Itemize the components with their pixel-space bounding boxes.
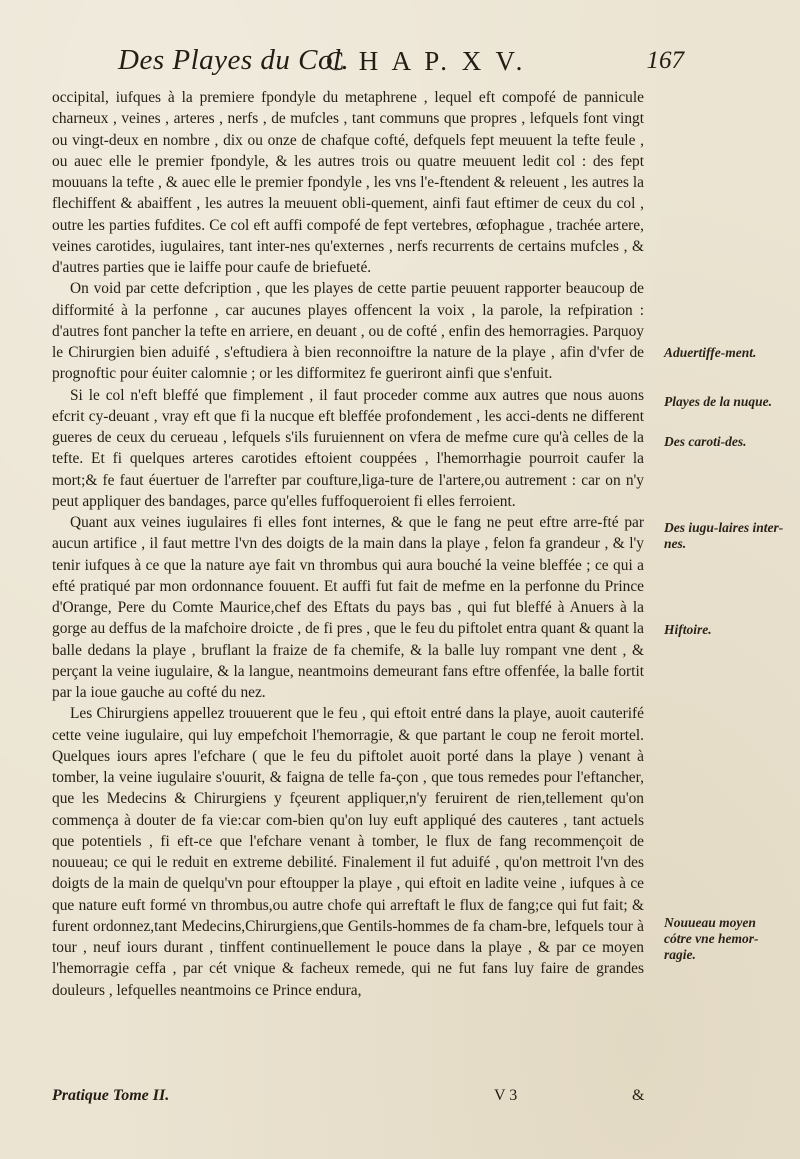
running-title: Des Playes du Col. <box>118 44 350 76</box>
margin-note: Des caroti-des. <box>664 434 747 449</box>
paragraph: Quant aux veines iugulaires fi elles font internes, & que le fang ne peut eftre arre-fté par aucun artifice , il faut mettre l'vn des doigts de la main dans la playe , felon fa grandeur , & l'y tenir iufques à ce que la nature aye fait vn thrombus qui aura bouché la veine bleffée ; ce qui a efté pratiqué par mon ordonnance fouuent. Et auffi fut fait de mefme en la perfonne du Prince d'Orange, Pere du Comte Maurice,chef des Eftats du pays bas , qui fut bleffé à Anuers à la gorge au deffus de la mafchoire droicte , de fi pres , que le feu du piftolet entra quant & quant la balle dedans la playe , bruflant la fraize de fa chemife, & la balle luy rompant vne dent , & perçant la veine iugulaire, & la langue, neantmoins demeurant fans eftre offenfée, la balle fortit par la ioue gauche au cofté du nez. <box>52 514 644 701</box>
main-text <box>52 87 644 1001</box>
volume-label: Pratique Tome II. <box>52 1087 170 1104</box>
page-footer <box>52 1087 692 1111</box>
paragraph: Les Chirurgiens appellez trouuerent que le feu , qui eftoit entré dans la playe, auoit cauterifé cette veine iugulaire, qui luy empefchoit l'hemorragie, & que partant le coup ne feroit mortel. Quelques iours apres l'efchare ( que le feu du piftolet auoit porté dans la playe ) venant à tomber, la veine iugulaire s'ouurit, & faigna de telle fa-çon , que tous remedes pour l'eftancher, que les Medecins & Chirurgiens y fçeurent appliquer,n'y feruirent de rien,tellement qu'on commença à douter de fa vie:car com-bien qu'on luy euft appliqué des cauteres , tant actuels que potentiels , fi eft-ce que l'efchare venant à tomber, le flux de fang recommençoit de nouueau; ce qui le reduit en extreme debilité. Finalement il fut aduifé , qu'on mettroit l'vn des doigts de la main de quelqu'vn pour eftoupper la playe , qui eftoit en ladite veine , iufques à ce que nature euft formé vn thrombus,ou autre chofe qui arreftaft le flux de fang;ce qui fut fait; & furent ordonnez,tant Medecins,Chirurgiens,que Gentils-hommes de fa cham-bre, lefquels tour à tour , neuf iours durant , tinffent continuellement le pouce dans la playe , & par ce moyen l'hemorragie ceffa , par cét vnique & facheux remede, qui ne fut fans luy faire de grandes douleurs , lefquelles neantmoins ce Prince endura, <box>52 705 644 999</box>
page-number: 167 <box>646 47 684 74</box>
running-header <box>118 44 684 78</box>
margin-note: Playes de la nuque. <box>664 394 772 409</box>
paragraph: On void par cette defcription , que les playes de cette partie peuuent rapporter beaucoup de difformité à la perfonne , car aucunes playes offencent la voix , la parole, la refpiration : d'autres font pancher la tefte en arriere, en deuant , ou de cofté , enfin des hemorragies. Parquoy le Chirurgien bien aduifé , s'eftudiera à bien reconnoiftre la nature de la playe , afin d'vfer de prognoftic pour éuiter calomnie ; or les difformitez fe gueriront ainfi que s'enfuit. <box>52 280 644 383</box>
paragraph: occipital, iufques à la premiere fpondyle du metaphrene , lequel eft compofé de pannicule charneux , veines , arteres , nerfs , de mufcles , tant communs que propres , lefquels font vingt ou vingt-deux en nombre , dix ou onze de chafque cofté, defquels fept meuuent la tefte feule , ou auec elle le premier fpondyle, & les autres trois ou quatre meuuent ledit col : des fept mouuans la tefte , & auec elle le premier fpondyle , les vns l'e-ftendent & releuent , les autres la flechiffent & abaiffent , les autres la meuuent obli-quement, ainfi faut eftimer de ceux du col , outre les parties fufdites. Ce col eft auffi compofé de fept vertebres, œfophague , trachée artere, veines carotides, iugulaires, tant inter-nes qu'externes , nerfs recurrents de certains mufcles , & d'autres parties que ie laiffe pour caufe de briefueté. <box>52 89 644 276</box>
signature-mark: V 3 <box>494 1087 518 1104</box>
paragraph: Si le col n'eft bleffé que fimplement , il faut proceder comme aux autres que nous auons efcrit cy-deuant , vray eft que fi la nucque eft bleffée profondement , les acci-dents ne different gueres de ceux du cerueau , lefquels s'ils furuiennent on vfera de mefme cure qu'à celles de la tefte. Et fi quelques arteres carotides eftoient couppées , l'hemorrhagie pourroit caufer la mort;& fe faut éuertuer de l'arrefter par coufture,liga-ture de l'artere,ou autrement : car on n'y peut appliquer des bandages, parce qu'elles fuffoqueroient fi elles ferroient. <box>52 386 644 510</box>
margin-note: Des iugu-laires inter-nes. <box>664 520 784 551</box>
catchword: & <box>632 1087 645 1104</box>
chapter-heading: C H A P. X V. <box>326 46 527 76</box>
margin-note: Aduertiffe-ment. <box>664 345 757 360</box>
margin-note: Nouueau moyen cótre vne hemor-ragie. <box>664 915 759 962</box>
margin-note: Hiftoire. <box>664 622 712 637</box>
